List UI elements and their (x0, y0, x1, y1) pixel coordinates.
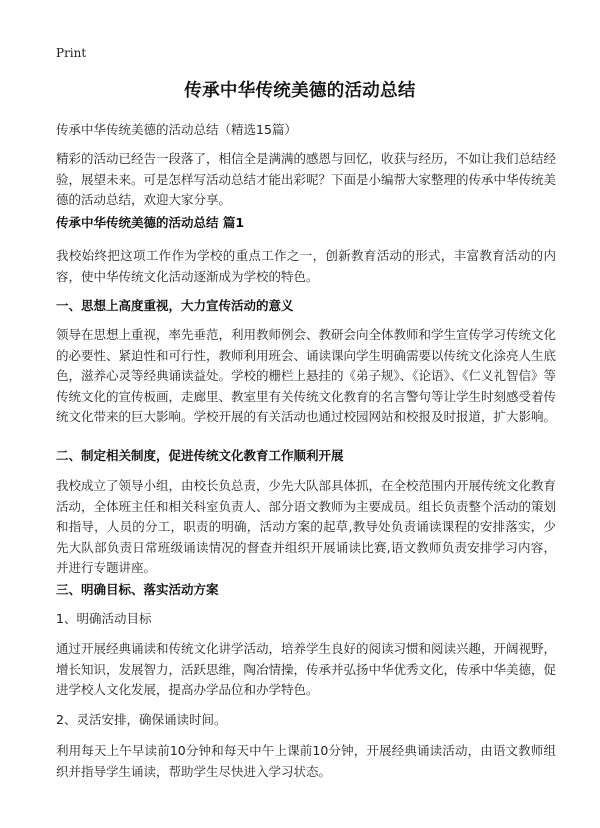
subheading-1: 1、明确活动目标 (56, 611, 152, 626)
heading-3: 三、明确目标、落实活动方案 (56, 582, 219, 597)
subheading-2: 2、灵活安排，确保诵读时间。 (56, 712, 227, 727)
paragraph-4: 利用每天上午早读前10分钟和每天中午上课前10分钟，开展经典诵读活动，由语文教师组织并指导学生诵读，帮助学生尽快进入学习状态。 (56, 743, 556, 779)
section-intro-paragraph: 我校始终把这项工作作为学校的重点工作之一，创新教育活动的形式，丰富教育活动的内容，使中华传统文化活动逐渐成为学校的特色。 (56, 248, 556, 284)
print-link[interactable]: Print (56, 46, 87, 60)
paragraph-1: 领导在思想上重视，率先垂范，利用教师例会、教研会向全体教师和学生宣传学习传统文化的必要性、紧迫性和可行性，教师利用班会、诵读课向学生明确需要以传统文化涂亮人生底色，滋养心灵等经典诵读益处。学校的栅栏上悬挂的《弟子规》、《论语》、《仁义礼智信》等传统文化的宣传板画，走廊里、教室里有关传统文化教育的名言警句等让学生时刻感受着传统文化带来的巨大影响。学校开展的有关活动也通过校园网站和校报及时报道，扩大影响。 (56, 327, 557, 424)
page-title: 传承中华传统美德的活动总结 (184, 81, 416, 101)
heading-2: 二、制定相关制度，促进传统文化教育工作顺利开展 (56, 448, 344, 463)
paragraph-2: 我校成立了领导小组，由校长负总责，少先大队部具体抓，在全校范围内开展传统文化教育活动，全体班主任和相关科室负责人、部分语文教师为主要成员。组长负责整个活动的策划和指导，人员的分工，职责的明确，活动方案的起草,教导处负责诵读课程的安排落实，少先大队部负责日常班级诵读情况的督查并组织开展诵读比赛,语文教师负责安排学习内容，并进行专题讲座。 (56, 478, 557, 575)
subtitle: 传承中华传统美德的活动总结（精选15篇） (56, 122, 297, 137)
intro-paragraph: 精彩的活动已经告一段落了，相信全是满满的感恩与回忆，收获与经历，不如让我们总结经验，展望未来。可是怎样写活动总结才能出彩呢？下面是小编帮大家整理的传承中华传统美德的活动总结，欢迎大家分享。 (56, 151, 557, 207)
paragraph-3: 通过开展经典诵读和传统文化讲学活动，培养学生良好的阅读习惯和阅读兴趣，开阔视野，增长知识，发展智力，活跃思维，陶冶情操，传承并弘扬中华优秀文化，传承中华美德，促进学校人文化发展，提高办学品位和办学特色。 (56, 641, 557, 697)
heading-1: 一、思想上高度重视，大力宣传活动的意义 (56, 298, 294, 313)
section-title: 传承中华传统美德的活动总结 篇1 (56, 215, 245, 230)
